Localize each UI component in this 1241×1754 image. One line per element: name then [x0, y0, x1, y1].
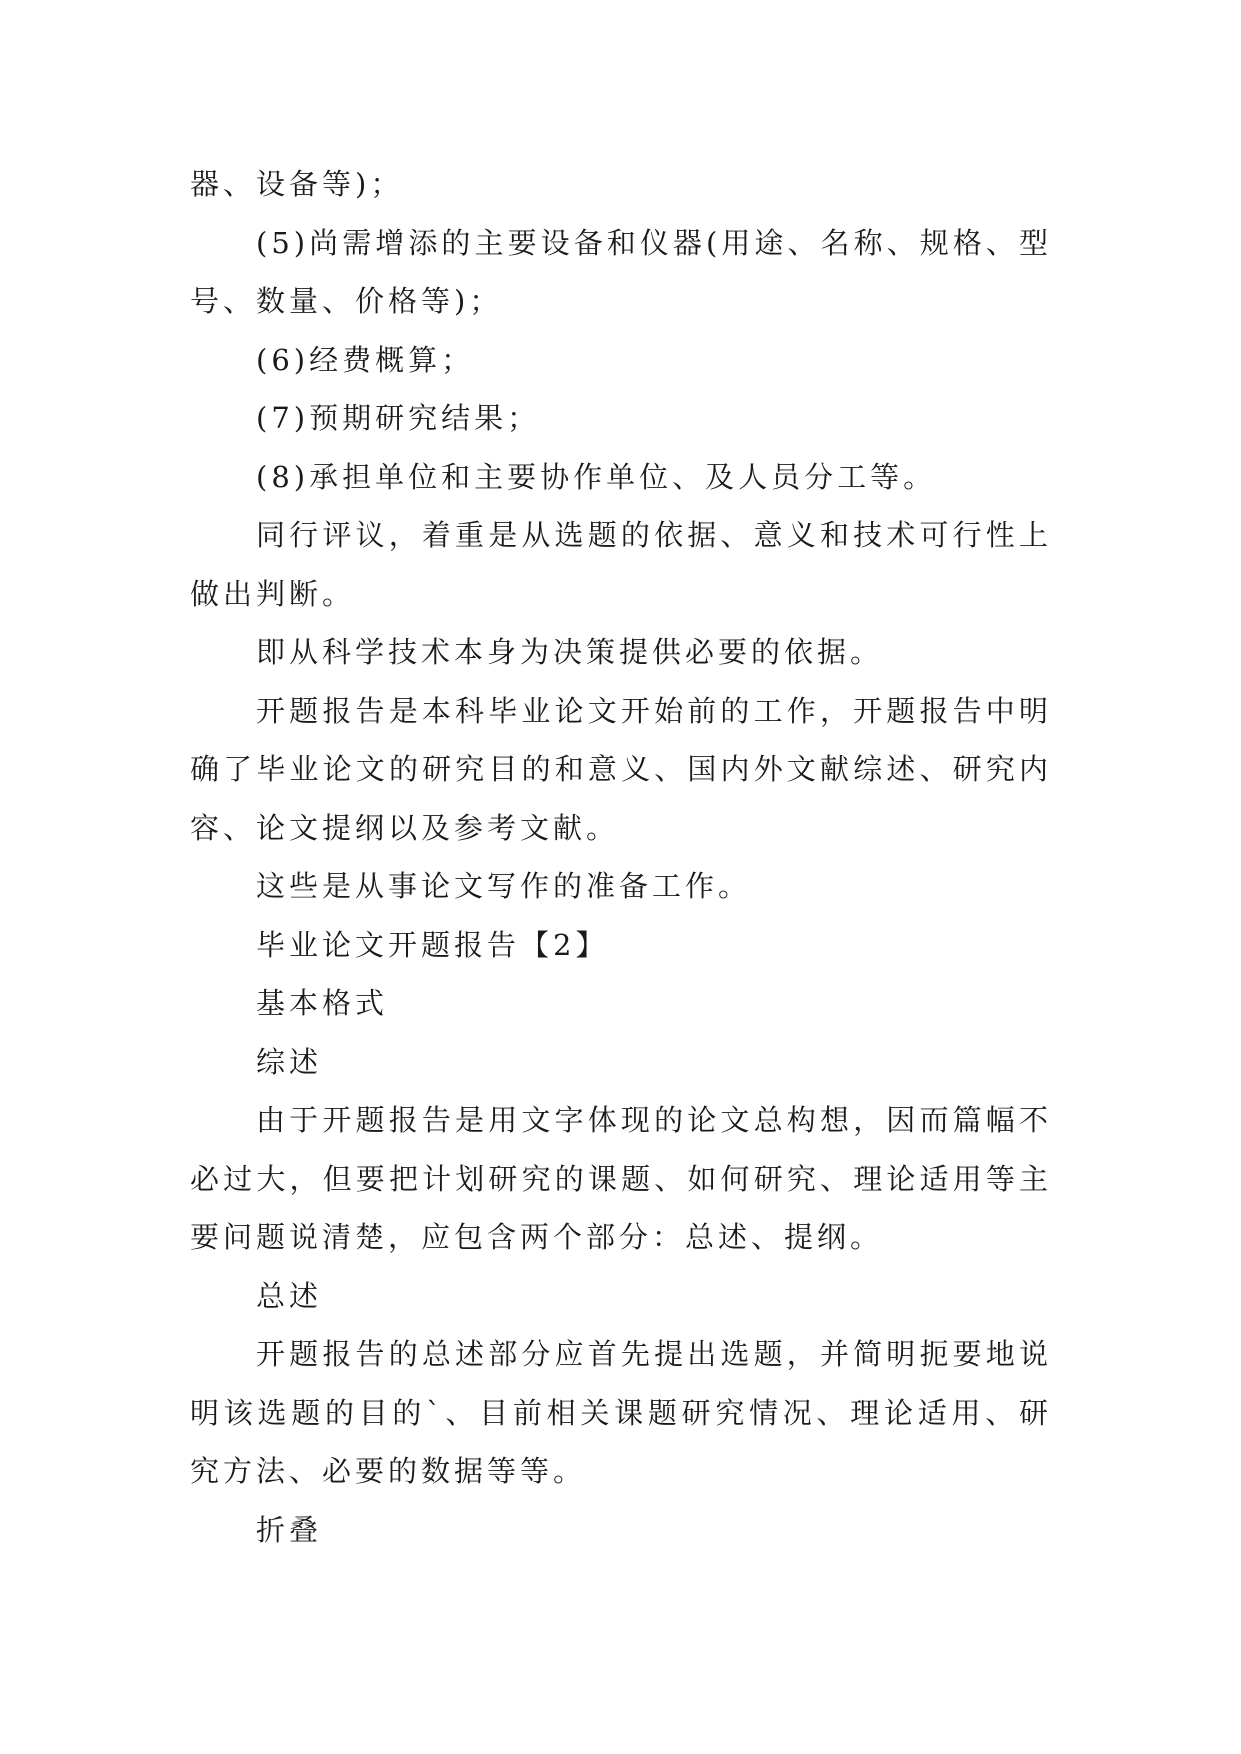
subheading: 总述	[256, 1278, 323, 1313]
paragraph: 由于开题报告是用文字体现的论文总构想，因而篇幅不必过大，但要把计划研究的课题、如何研究、理论适用等主要问题说清楚，应包含两个部分：总述、提纲。	[190, 1103, 1052, 1254]
paragraph: 这些是从事论文写作的准备工作。	[256, 869, 752, 903]
paragraph: 同行评议，着重是从选题的依据、意义和技术可行性上做出判断。	[190, 518, 1052, 611]
paragraph: 开题报告的总述部分应首先提出选题，并简明扼要地说明该选题的目的`、目前相关课题研究情况、理论适用、研究方法、必要的数据等等。	[190, 1337, 1052, 1488]
subheading: 折叠	[256, 1512, 323, 1547]
paragraph: (5)尚需增添的主要设备和仪器(用途、名称、规格、型号、数量、价格等)；	[190, 225, 1052, 318]
paragraph: (6)经费概算；	[256, 342, 475, 377]
paragraph: 开题报告是本科毕业论文开始前的工作，开题报告中明确了毕业论文的研究目的和意义、国内外文献综述、研究内容、论文提纲以及参考文献。	[190, 693, 1052, 845]
subheading: 综述	[256, 1044, 323, 1079]
subheading: 基本格式	[256, 986, 389, 1020]
paragraph: (7)预期研究结果；	[256, 401, 541, 435]
document-body	[190, 155, 1052, 1559]
paragraph: (8)承担单位和主要协作单位、及人员分工等。	[256, 459, 937, 494]
paragraph: 器、设备等)；	[190, 167, 404, 201]
paragraph: 即从科学技术本身为决策提供必要的依据。	[256, 635, 884, 669]
section-heading: 毕业论文开题报告【2】	[256, 927, 609, 962]
